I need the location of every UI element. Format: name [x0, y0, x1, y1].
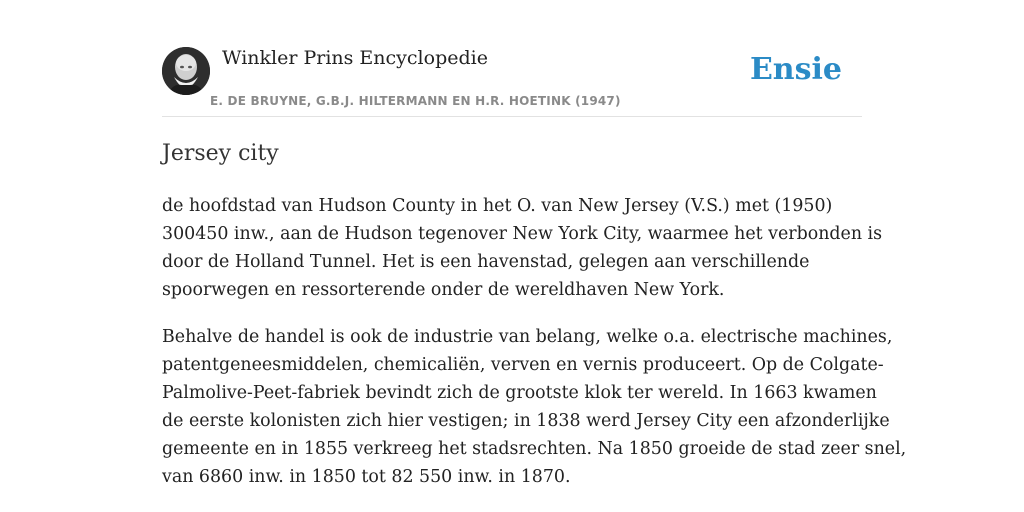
text-line: 300450 inw., aan de Hudson tegenover New York City, waarmee het verbonden is: [162, 224, 883, 244]
paragraph-1: [162, 192, 883, 304]
text-line: de eerste kolonisten zich hier vestigen; in 1838 werd Jersey City een afzonderlijke: [162, 411, 890, 431]
text-line: Palmolive-Peet-fabriek bevindt zich de grootste klok ter wereld. In 1663 kwamen: [162, 383, 877, 403]
authors-line: E. DE BRUYNE, G.B.J. HILTERMANN EN H.R. HOETINK (1947): [210, 94, 621, 108]
article-body: [162, 192, 907, 510]
text-line: patentgeneesmiddelen, chemicaliën, verven en vernis produceert. Op de Colgate-: [162, 355, 884, 375]
text-line: spoorwegen en ressorterende onder de wereldhaven New York.: [162, 280, 725, 300]
encyclopedia-title[interactable]: Winkler Prins Encyclopedie: [222, 47, 488, 69]
text-line: de hoofdstad van Hudson County in het O. van New Jersey (V.S.) met (1950): [162, 196, 833, 216]
paragraph-2: [162, 323, 907, 491]
text-line: Behalve de handel is ook de industrie van belang, welke o.a. electrische machines,: [162, 327, 893, 347]
article-title: Jersey city: [162, 141, 279, 166]
text-line: gemeente en in 1855 verkreeg het stadsrechten. Na 1850 groeide de stad zeer snel,: [162, 439, 907, 459]
author-avatar-icon[interactable]: [162, 47, 210, 95]
text-line: van 6860 inw. in 1850 tot 82 550 inw. in 1870.: [162, 467, 571, 487]
header: [162, 46, 862, 117]
portrait-icon: [162, 47, 210, 95]
ensie-logo[interactable]: Ensie: [749, 52, 842, 87]
text-line: door de Holland Tunnel. Het is een havenstad, gelegen aan verschillende: [162, 252, 810, 272]
